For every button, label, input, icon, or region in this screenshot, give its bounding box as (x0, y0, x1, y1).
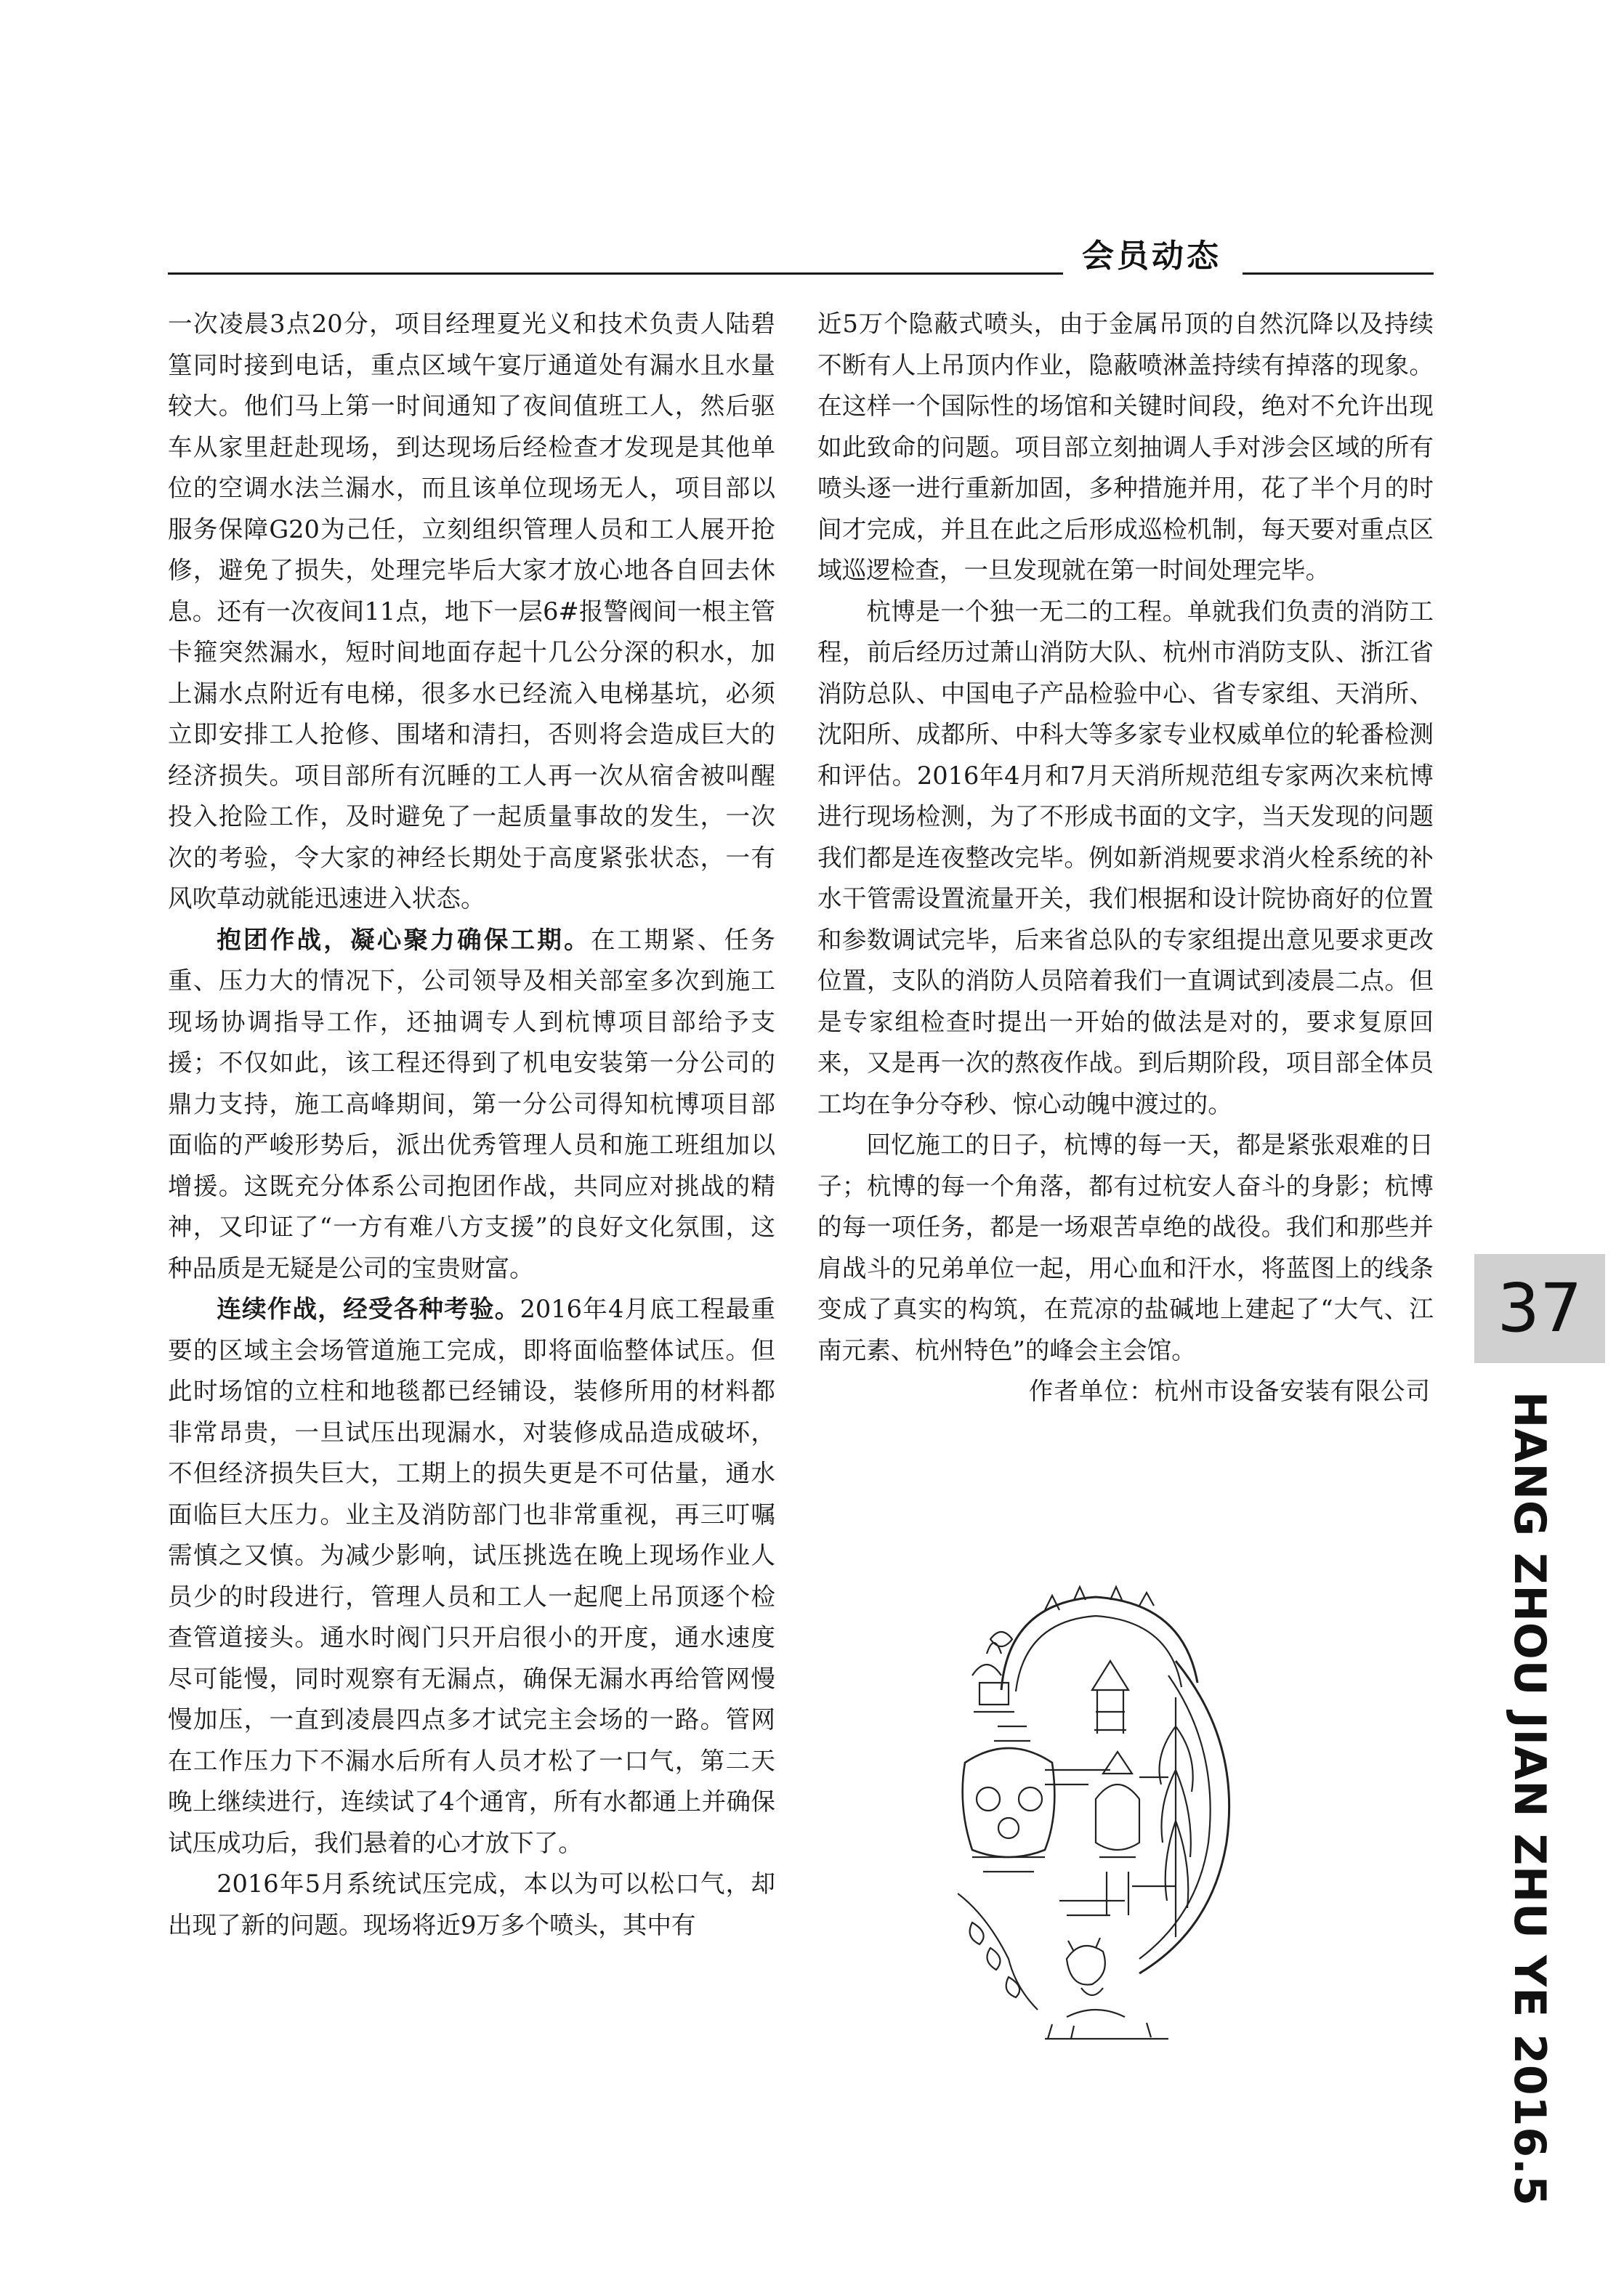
left-paragraph-2-body: 在工期紧、任务重、压力大的情况下，公司领导及相关部室多次到施工现场协调指导工作，还抽调专人到杭博项目部给予支援；不仅如此，该工程还得到了机电安装第一分公司的鼎力支持，施工高峰期间，第一分公司得知杭博项目部面临的严峻形势后，派出优秀管理人员和施工班组加以增援。这既充分体系公司抱团作战，共同应对挑战的精神，又印证了“一方有难八方支援”的良好文化氛围，这种品质是无疑是公司的宝贵财富。 (168, 925, 775, 1282)
right-column (817, 304, 1434, 1412)
page-number: 37 (1497, 1269, 1583, 1347)
right-paragraph-2: 杭博是一个独一无二的工程。单就我们负责的消防工程，前后经历过萧山消防大队、杭州市消防支队、浙江省消防总队、中国电子产品检验中心、省专家组、天消所、沈阳所、成都所、中科大等多家专业权威单位的轮番检测和评估。2016年4月和7月天消所规范组专家两次来杭博进行现场检测，为了不形成书面的文字，当天发现的问题我们都是连夜整改完毕。例如新消规要求消火栓系统的补水干管需设置流量开关，我们根据和设计院协商好的位置和参数调试完毕，后来省总队的专家组提出意见要求更改位置，支队的消防人员陪着我们一直调试到凌晨二点。但是专家组检查时提出一开始的做法是对的，要求复原回来，又是再一次的熬夜作战。到后期阶段，项目部全体员工均在争分夺秒、惊心动魄中渡过的。 (817, 597, 1434, 1118)
left-paragraph-1: 一次凌晨3点20分，项目经理夏光义和技术负责人陆碧篁同时接到电话，重点区域午宴厅通道处有漏水且水量较大。他们马上第一时间通知了夜间值班工人，然后驱车从家里赶赴现场，到达现场后经检查才发现是其他单位的空调水法兰漏水，而且该单位现场无人，项目部以服务保障G20为己任，立刻组织管理人员和工人展开抢修，避免了损失，处理完毕后大家才放心地各自回去休息。还有一次夜间11点，地下一层6#报警阀间一根主管卡箍突然漏水，短时间地面存起十几公分深的积水，加上漏水点附近有电梯，很多水已经流入电梯基坑，必须立即安排工人抢修、围堵和清扫，否则将会造成巨大的经济损失。项目部所有沉睡的工人再一次从宿舍被叫醒投入抢险工作，及时避免了一起质量事故的发生，一次次的考验，令大家的神经长期处于高度紧张状态，一有风吹草动就能迅速进入状态。 (168, 310, 775, 913)
left-column (168, 304, 775, 1946)
left-paragraph-3-heading: 连续作战，经受各种考验。 (217, 1295, 520, 1323)
left-paragraph-3-body: 2016年4月底工程最重要的区域主会场管道施工完成，即将面临整体试压。但此时场馆的立柱和地毯都已经铺设，装修所用的材料都非常昂贵，一旦试压出现漏水，对装修成品造成破坏，不但经济损失巨大，工期上的损失更是不可估量，通水面临巨大压力。业主及消防部门也非常重视，再三叮嘱需慎之又慎。为减少影响，试压挑选在晚上现场作业人员少的时段进行，管理人员和工人一起爬上吊顶逐个检查管道接头。通水时阀门只开启很小的开度，通水速度尽可能慢，同时观察有无漏点，确保无漏水再给管网慢慢加压，一直到凌晨四点多才试完主会场的一路。管网在工作压力下不漏水后所有人员才松了一口气，第二天晚上继续进行，连续试了4个通宵，所有水都通上并确保试压成功后，我们悬着的心才放下了。 (168, 1295, 775, 1857)
section-title: 会员动态 (1082, 238, 1221, 275)
left-paragraph-2 (168, 920, 775, 1290)
journal-name: HANG ZHOU JIAN ZHU YE 2016.5 (1504, 1391, 1555, 2207)
header-rule-right (1243, 272, 1434, 275)
header-rule-left (168, 272, 1063, 275)
right-paragraph-1: 近5万个隐蔽式喷头，由于金属吊顶的自然沉降以及持续不断有人上吊顶内作业，隐蔽喷淋盖持续有掉落的现象。在这样一个国际性的场馆和关键时间段，绝对不允许出现如此致命的问题。项目部立刻抽调人手对涉会区域的所有喷头逐一进行重新加固，多种措施并用，花了半个月的时间才完成，并且在此之后形成巡检机制，每天要对重点区域巡逻检查，一旦发现就在第一时间处理完毕。 (817, 310, 1434, 584)
left-paragraph-3 (168, 1289, 775, 1864)
author-affiliation: 作者单位：杭州市设备安装有限公司 (1028, 1377, 1431, 1405)
left-paragraph-4: 2016年5月系统试压完成，本以为可以松口气，却出现了新的问题。现场将近9万多个喷头，其中有 (168, 1869, 775, 1939)
west-lake-sketch-icon (958, 1581, 1248, 2043)
left-paragraph-2-heading: 抱团作战，凝心聚力确保工期。 (217, 925, 591, 954)
right-paragraph-3: 回忆施工的日子，杭博的每一天，都是紧张艰难的日子；杭博的每一个角落，都有过杭安人奋斗的身影；杭博的每一项任务，都是一场艰苦卓绝的战役。我们和那些并肩战斗的兄弟单位一起，用心血和汗水，将蓝图上的线条变成了真实的构筑，在荒凉的盐碱地上建起了“大气、江南元素、杭州特色”的峰会主会馆。 (817, 1131, 1434, 1365)
